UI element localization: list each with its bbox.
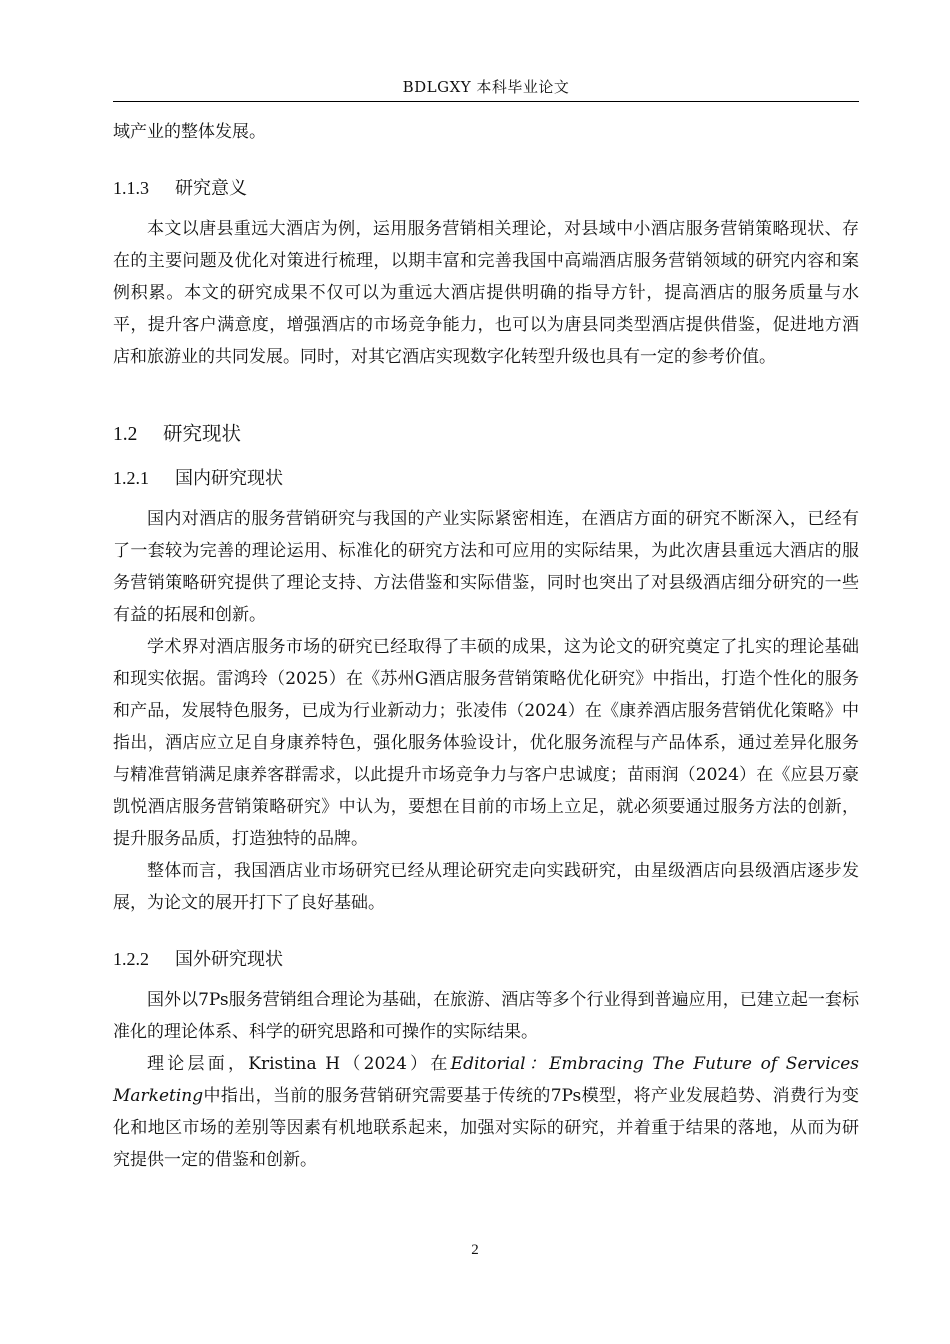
section-number: 1.2.1 <box>113 468 149 488</box>
section-title: 研究意义 <box>175 178 247 199</box>
paragraph: 国内对酒店的服务营销研究与我国的产业实际紧密相连，在酒店方面的研究不断深入，已经有了一套较为完善的理论运用、标准化的研究方法和可应用的实际结果，为此次唐县重远大酒店的服务营销策略研究提供了理论支持、方法借鉴和实际借鉴，同时也突出了对县级酒店细分研究的一些有益的拓展和创新。 <box>113 509 859 625</box>
continuation-text: 域产业的整体发展。 <box>113 122 266 142</box>
paragraph: 本文以唐县重远大酒店为例，运用服务营销相关理论，对县域中小酒店服务营销策略现状、存在的主要问题及优化对策进行梳理，以期丰富和完善我国中高端酒店服务营销领域的研究内容和案例积累。本文的研究成果不仅可以为重远大酒店提供明确的指导方针，提高酒店的服务质量与水平，提升客户满意度，增强酒店的市场竞争能力，也可以为唐县同类型酒店提供借鉴，促进地方酒店和旅游业的共同发展。同时，对其它酒店实现数字化转型升级也具有一定的参考价值。 <box>113 219 859 367</box>
section-heading-1-2-1 <box>113 462 859 495</box>
paragraph-text: 中指出，当前的服务营销研究需要基于传统的7Ps模型，将产业发展趋势、消费行为变化和地区市场的差别等因素有机地联系起来，加强对实际的研究，并着重于结果的落地，从而为研究提供一定的借鉴和创新。 <box>113 1086 859 1170</box>
header-rule <box>113 101 859 102</box>
paragraph: 学术界对酒店服务市场的研究已经取得了丰硕的成果，这为论文的研究奠定了扎实的理论基础和现实依据。雷鸿玲（2025）在《苏州G酒店服务营销策略优化研究》中指出，打造个性化的服务和产品，发展特色服务，已成为行业新动力；张凌伟（2024）在《康养酒店服务营销优化策略》中指出，酒店应立足自身康养特色，强化服务体验设计，优化服务流程与产品体系，通过差异化服务与精准营销满足康养客群需求，以此提升市场竞争力与客户忠诚度；苗雨润（2024）在《应县万豪凯悦酒店服务营销策略研究》中认为，要想在目前的市场上立足，就必须要通过服务方法的创新，提升服务品质，打造独特的品牌。 <box>113 637 859 849</box>
section-heading-1-1-3 <box>113 172 859 205</box>
page-number: 2 <box>471 1242 479 1258</box>
paragraph: 整体而言，我国酒店业市场研究已经从理论研究走向实践研究，由星级酒店向县级酒店逐步发展，为论文的展开打下了良好基础。 <box>113 861 859 913</box>
cited-title: Editorial：Embracing The Future of Services Marketing <box>113 1054 859 1106</box>
section-title: 研究现状 <box>163 422 242 445</box>
paragraph <box>113 1048 859 1176</box>
section-heading-1-2-2 <box>113 943 859 976</box>
section-number: 1.2.2 <box>113 949 149 969</box>
page-header: BDLGXY 本科毕业论文 <box>402 78 570 96</box>
section-heading-1-2 <box>113 417 859 452</box>
section-number: 1.1.3 <box>113 178 149 198</box>
section-number: 1.2 <box>113 424 138 445</box>
section-title: 国外研究现状 <box>175 949 283 970</box>
page-content <box>113 116 859 1176</box>
paragraph: 国外以7Ps服务营销组合理论为基础，在旅游、酒店等多个行业得到普遍应用，已建立起一套标准化的理论体系、科学的研究思路和可操作的实际结果。 <box>113 990 859 1042</box>
section-title: 国内研究现状 <box>175 468 283 489</box>
paragraph-text: 理论层面，Kristina H（2024）在 <box>147 1054 451 1074</box>
